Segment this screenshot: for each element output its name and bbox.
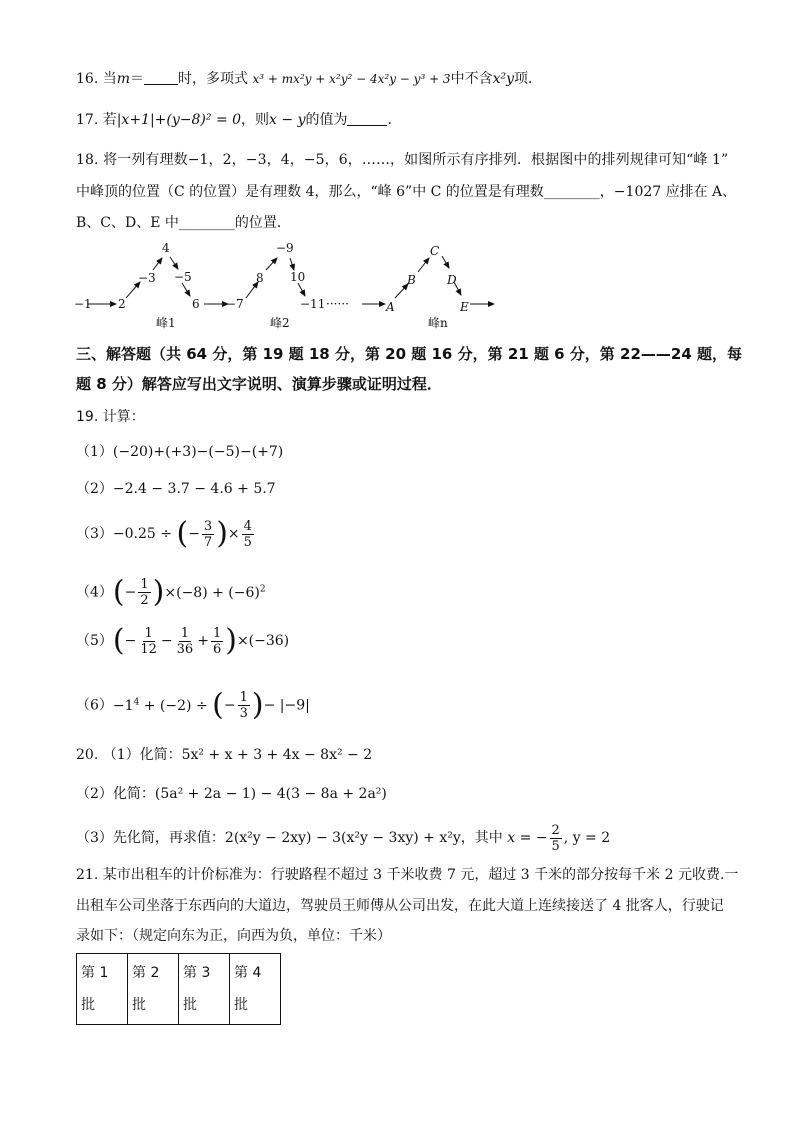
table-header-cell: 第 1 批: [77, 954, 128, 1025]
peak-sequence-figure: [74, 240, 514, 335]
question-19-title: 19. 计算：: [76, 409, 145, 425]
equation: |x+1|+(y−8)² = 0: [116, 112, 242, 128]
q19-part-6: $(6)-1^4 + (-2)$ ÷ (− $\frac{1}{3}$ )− |−9|: [76, 687, 310, 723]
fig-label: −9: [276, 241, 294, 255]
fig-label: B: [407, 273, 416, 287]
question-21-line3: 录如下：（规定向东为正，向西为负，单位：千米）: [76, 928, 391, 944]
table-header-cell: 第 4 批: [230, 954, 281, 1025]
fig-label: −5: [174, 270, 192, 284]
question-18-line2: 中峰顶的位置（C 的位置）是有理数 4，那么，“峰 6”中 C 的位置是有理数________，−1027 应排在 A、: [76, 184, 737, 200]
fig-label: 8: [256, 271, 264, 285]
polynomial: x³ + mx²y + x²y² − 4x²y − y³ + 3: [252, 72, 451, 86]
section-3-heading: 三、解答题（共 64 分，第 19 题 18 分，第 20 题 16 分，第 21 题 6 分，第 22——24 题，每: [76, 345, 742, 363]
peak-label: 峰2: [270, 316, 290, 330]
fig-label: D: [447, 273, 457, 287]
table-row: [77, 954, 281, 1025]
question-18-line3: B、C、D、E 中________的位置．: [76, 215, 291, 231]
peak-label: 峰1: [156, 316, 176, 330]
q20-part-2: （2）化简：(5a² + 2a − 1) − 4(3 − 8a + 2a²): [76, 786, 387, 802]
answer-blank[interactable]: [144, 70, 178, 85]
fig-label: A: [386, 300, 395, 314]
fig-label: 6: [192, 297, 200, 311]
section-3-heading-cont: 题 8 分）解答应写出文字说明、演算步骤或证明过程．: [76, 375, 442, 393]
fig-label: 10: [290, 270, 306, 284]
table-header-cell: 第 2 批: [128, 954, 179, 1025]
q19-part-4: （4）(− $\frac{1}{2}$ )$\times(-8) + (-6)^2$: [76, 574, 266, 610]
fig-label: −3: [138, 271, 156, 285]
q19-part-3: （3）−0.25 ÷ (− $\frac{3}{7}$ )× $\frac{4}{5}$: [76, 516, 252, 551]
fig-label: 4: [162, 241, 170, 255]
q19-part-5: （5）(− $\frac{1}{12}$ − $\frac{1}{36}$ + $\frac{1}{6}$ )×(−36): [76, 623, 290, 658]
q19-part-2: （2）−2.4 − 3.7 − 4.6 + 5.7: [76, 481, 276, 497]
fig-label: 2: [118, 297, 126, 311]
fig-label: −1: [74, 297, 92, 311]
fig-label: E: [460, 300, 469, 314]
fig-label: C: [430, 244, 440, 258]
question-16: 16. 当m＝ 时，多项式 x³ + mx²y + x²y² − 4x²y − y³ + 3中不含x²y项．: [76, 71, 542, 87]
fig-label: −11: [300, 297, 326, 311]
question-17: 17. 若|x+1|+(y−8)² = 0，则x − y的值为 ．: [76, 112, 402, 128]
question-18-line1: 18. 将一列有理数−1，2，−3，4，−5，6，……，如图所示有序排列．根据图中的排列规律可知“峰 1”: [76, 152, 729, 168]
q20-part-3: （3）先化简，再求值：2(x²y − 2xy) − 3(x²y − 3xy) + x²y，其中 x = − $\frac{2}{5}$ , y = 2: [76, 822, 611, 854]
question-21-line2: 出租车公司坐落于东西向的大道边，驾驶员王师傅从公司出发，在此大道上连续接送了 4 批客人，行驶记: [76, 898, 724, 914]
q20-part-1: 20. （1）化简：5x² + x + 3 + 4x − 8x² − 2: [76, 747, 373, 763]
question-21-line1: 21. 某市出租车的计价标准为：行驶路程不超过 3 千米收费 7 元，超过 3 千米的部分按每千米 2 元收费.一: [76, 867, 739, 883]
table-header-cell: 第 3 批: [179, 954, 230, 1025]
trip-record-table: [76, 953, 281, 1025]
fig-label: ······: [326, 297, 349, 311]
fig-label: −7: [226, 297, 244, 311]
answer-blank[interactable]: [347, 111, 387, 126]
q19-part-1: （1）(−20)+(+3)−(−5)−(+7): [76, 444, 284, 460]
peak-label: 峰n: [428, 316, 448, 330]
